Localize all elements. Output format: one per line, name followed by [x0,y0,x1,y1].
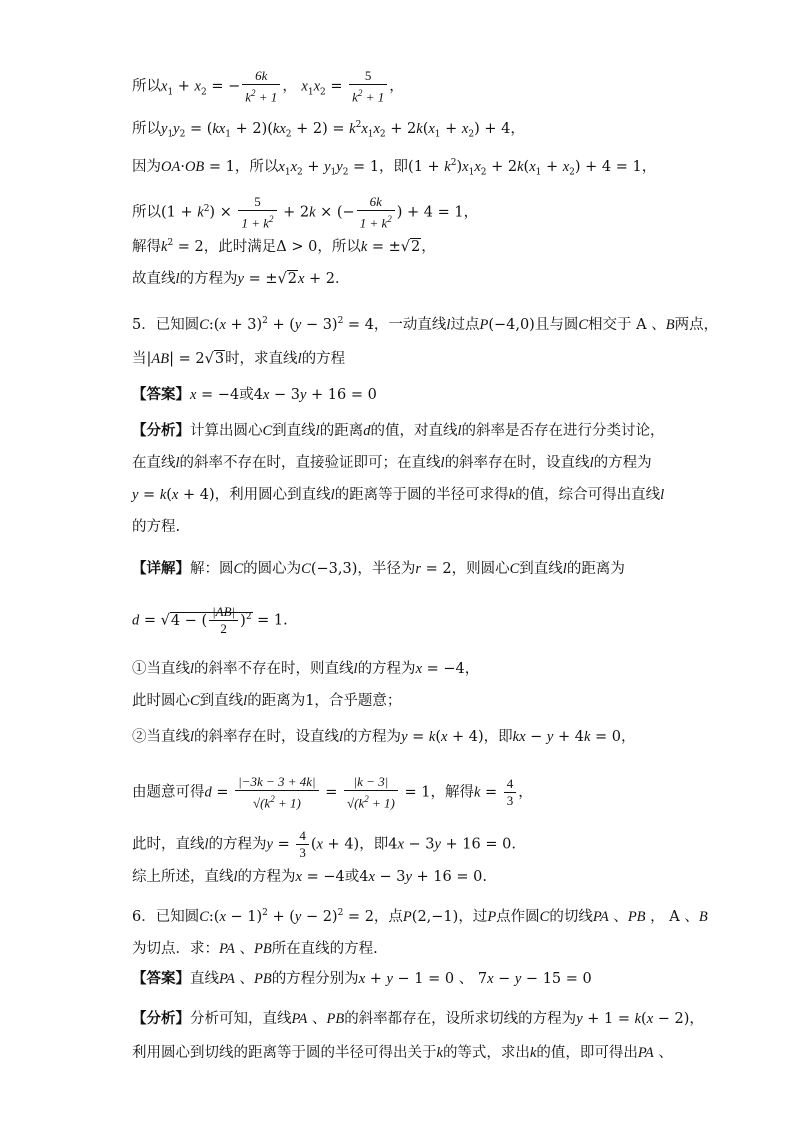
text: 的方程为 [357,661,416,677]
line-solve-k: 解得$k^2 = 2$，此时满足Δ > 0，所以k = ±√2， [132,238,436,255]
text: 到直线 [272,423,316,439]
line-substitution: 所以$(1 + k^2)$ × $\frac{5}{1 + k^2}$ + 2k × (− $\frac{6k}{1 + k^2}$ ) + 4 = 1， [132,194,479,231]
text: ，解得 [430,784,474,801]
answer-tag: 【答案】 [132,386,190,403]
answer-6: 【答案】直线PA 、PB的方程分别为x + y − 1 = 0 、 7x − y − 15 = 0 [132,970,592,987]
text: 到直线 [199,693,244,709]
answer-5: 【答案】x = −4或4x − 3y + 16 = 0 [132,386,377,403]
text: 在直线 [132,455,176,471]
text: 过点 [450,316,480,333]
text: 直线 [190,971,219,987]
text: 此时，直线 [132,836,205,853]
text: 为切点．求： [132,941,219,957]
text: 的方程. [132,519,181,535]
text: 所以 [132,78,161,95]
text: ，所以 [317,238,361,255]
text: 两点， [674,316,719,333]
text: 的斜率是否存在进行分类讨论， [461,423,665,439]
text: ，一动直线 [373,316,447,333]
text: 的斜率不存在时，直接验证即可；在直线 [179,455,441,471]
text: 由题意可得 [132,784,205,801]
text: 时，求直线 [225,351,298,367]
analysis-tag: 【分析】 [132,422,190,439]
distance-formula: d = √4 − ( $\frac{|AB|}{2}$ )$^2$ = 1. [132,604,288,636]
text: 的方程 [301,351,346,367]
text: ，即 [483,729,513,745]
text: 的方程为 [179,271,238,287]
text: ②当直线 [132,729,190,745]
text: 5．已知圆 [132,316,200,333]
text: 因为 [132,158,161,175]
text: ，半径为 [357,561,416,577]
case-2-equation: 由题意可得d = $\frac{|-3k - 3 + 4k|}{√(k^2 + 1)}$ = $\frac{|k - 3|}{√(k^2 + 1)}$ = 1，解得k = $\frac{4}{3}$ ， [132,774,533,811]
analysis-5-2: 在直线l的斜率不存在时，直接验证即可；在直线l的斜率存在时，设直线l的方程为 [132,455,652,471]
analysis-5: 【分析】计算出圆心C到直线l的距离d的值，对直线l的斜率是否存在进行分类讨论， [132,422,665,439]
text: 所以 [132,204,161,221]
problem-6-stem-2: 为切点．求：PA 、PB所在直线的方程. [132,941,378,957]
analysis-5-4 [132,516,684,538]
text: 的距离 [319,423,364,439]
text: 的斜率存在时，设直线 [194,729,340,745]
text: 综上所述，直线 [132,869,234,885]
analysis-tag: 【分析】 [132,1010,190,1027]
text: 所以 [132,120,161,137]
text: 的切线 [549,908,593,925]
text: ，过 [458,908,488,925]
text: 的距离为 [566,561,625,577]
text: 到直线 [519,561,563,577]
line-dot-product: 因为OA·OB = 1，所以$x_1x_2 + y_1y_2 = 1$，即$(1 + k^2)x_1x_2 + 2k(x_1 + x_2) + 4 = 1$， [132,158,657,178]
case-1-2: 此时圆心C到直线l的距离为1，合乎题意； [132,693,402,709]
text: 的值，即可得出 [536,1045,638,1061]
text: ，此时满足 [203,238,277,255]
text: 6．已知圆 [132,908,200,925]
problem-5-stem-2: 当|AB| = 2√3时，求直线l的方程 [132,351,346,367]
detail-tag: 【详解】 [132,560,190,577]
text: 相交于 [588,316,632,333]
line-conclusion: 故直线l的方程为y = ±√2x + 2． [132,271,350,287]
answer-tag: 【答案】 [132,970,190,987]
analysis-5-3: y = k(x + 4)，利用圆心到直线l的距离等于圆的半径可求得k的值，综合可得出直线l [132,487,665,503]
text: ，则圆心 [451,561,510,577]
text: 的斜率存在时，设直线 [444,455,590,471]
case-2-result: 此时，直线l的方程为y = $\frac{4}{3}$ (x + 4)，即4x − 3y + 16 = 0. [132,828,516,860]
analysis-6: 【分析】分析可知，直线PA 、PB的斜率都存在，设所求切线的方程为y + 1 = k(x − 2)， [132,1010,704,1027]
text: 的斜率都存在，设所求切线的方程为 [344,1011,577,1027]
text: 的斜率不存在时，则直线 [194,661,354,677]
text: ，点 [373,908,403,925]
text: 的距离为1，合乎题意； [247,693,402,709]
text: 所在直线的方程. [271,941,378,957]
text: 且与圆 [534,316,579,333]
problem-5-stem: 5．已知圆C:(x + $3)^2 + (y - 3)^2 = 4$，一动直线l过点P(−4,0)且与圆C相交于 A 、B两点， [132,316,719,333]
text: 的方程为 [237,869,296,885]
problem-6-stem: 6．已知圆C:(x − $1)^2 + (y - 2)^2 = 2$，点P(2,−1)，过P点作圆C的切线PA 、PB ， A 、B [132,908,708,925]
text: 的圆心为 [243,561,302,577]
line-y-product: 所以$y_1y_2 = (kx_1 + 2)(kx_2 + 2) = k^2x_1x_2 + 2k(x_1 + x_2) + 4$， [132,120,525,140]
detail-5: 【详解】解：圆C的圆心为C(−3,3)，半径为r = 2，则圆心C到直线l的距离为 [132,560,625,577]
text: ①当直线 [132,661,190,677]
text: ，利用圆心到直线 [214,487,331,503]
text: 的方程为 [343,729,402,745]
text: 分析可知，直线 [190,1011,292,1027]
text: 的距离等于圆的半径可求得 [334,487,509,503]
text: 此时圆心 [132,693,190,709]
text: 点作圆 [496,908,540,925]
text: 计算出圆心 [190,423,263,439]
text: 当 [132,351,147,367]
line-sum-product: 所以$x_1 + x_2$ = − $\frac{6k}{k^2 + 1}$ ， $x_1x_2$ = $\frac{5}{k^2 + 1}$ ， [132,68,404,105]
text: 或 [344,869,360,885]
analysis-6-2: 利用圆心到切线的距离等于圆的半径可得出关于k的等式，求出k的值，即可得出PA 、 [132,1045,673,1061]
text: 的等式，求出 [442,1045,530,1061]
text: 的方程为 [593,455,652,471]
case-1: ①当直线l的斜率不存在时，则直线l的方程为x = −4， [132,661,480,677]
text: 或 [239,387,254,403]
text: 利用圆心到切线的距离等于圆的半径可得出关于 [132,1045,437,1061]
case-2: ②当直线l的斜率存在时，设直线l的方程为y = k(x + 4)，即kx − y + 4k = 0， [132,729,636,745]
text: 的方程为 [208,836,267,853]
text: ，即 [359,836,389,853]
text: ，即 [379,158,409,175]
text: 的值，对直线 [370,423,458,439]
text: 解得 [132,238,161,255]
text: ，所以 [234,158,279,175]
text: 故直线 [132,271,176,287]
summary-5: 综上所述，直线l的方程为x = −4或4x − 3y + 16 = 0. [132,869,487,885]
text: 的值，综合可得出直线 [515,487,661,503]
text: 解：圆 [190,561,234,577]
text: 的方程分别为 [271,971,359,987]
